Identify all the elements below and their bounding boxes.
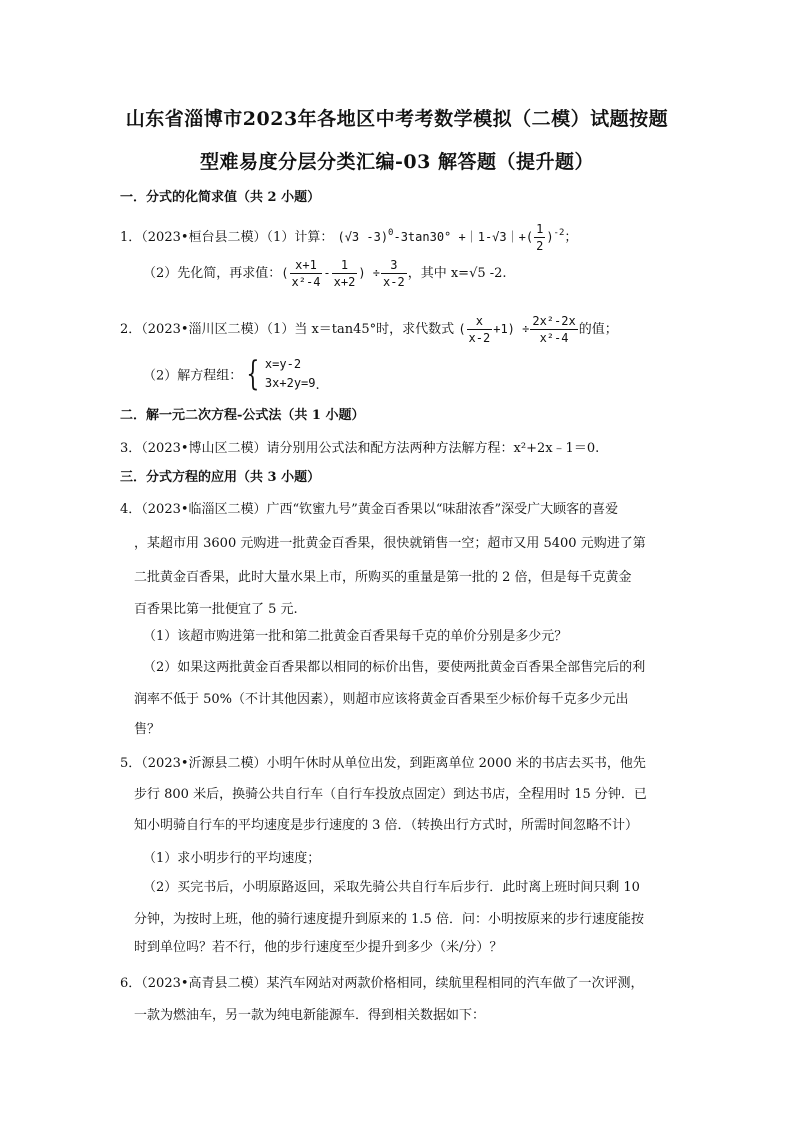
q2-part1: [120, 314, 618, 345]
q2-part1-label: （1）当 x＝tan45°时，求代数式: [266, 322, 455, 337]
doc-title-line1: 山东省淄博市2023年各地区中考考数学模拟（二模）试题按题: [125, 108, 669, 130]
q1-part1-exp0: 0: [388, 228, 394, 238]
q1-part2-f2-num: 1: [332, 258, 358, 274]
q1-part1-label: （1）计算：: [266, 230, 334, 245]
equation-system: [265, 355, 316, 393]
q2-part1-f2-num: 2x²-2x: [532, 314, 576, 328]
q4-line4: 百香果比第一批便宜了 5 元.: [134, 602, 298, 617]
q1-part2-frac3: [381, 258, 407, 289]
q5-sub1: （1）求小明步行的平均速度；: [143, 851, 321, 866]
q2-source: （2023•淄川区二模）: [141, 322, 267, 337]
q1-part2-f3-num: 3: [381, 258, 407, 274]
q5-sub2-line2: 分钟，为按时上班，他的骑行速度提升到原来的 1.5 倍．问：小明按原来的步行速度能按: [134, 912, 644, 927]
q4-line3: 二批黄金百香果，此时大量水果上市，所购买的重量是第一批的 2 倍，但是每千克黄金: [134, 570, 632, 585]
q1-part1-expr-b: -3tan30° +｜1-√3｜+(: [393, 230, 534, 244]
q2-eq1: x=y-2: [264, 357, 302, 371]
q4-sub2-line2: 润率不低于 50%（不计其他因素），则超市应该将黄金百香果至少标价每千克多少元出: [134, 692, 629, 707]
q1-part2-frac2: [332, 258, 358, 289]
q2-part2: [143, 355, 320, 393]
q1-part2-tail: ，其中 x=√5 -2.: [407, 266, 507, 281]
q1-number: 1．: [120, 230, 142, 245]
q1-part2-open: (: [281, 266, 289, 280]
q4-line1: 4．（2023•临淄区二模）广西“钦蜜九号”黄金百香果以“味甜浓香”深受广大顾客的喜爱: [120, 502, 619, 517]
q1-part1-frac-num: 1: [536, 222, 544, 236]
q1-part1: [120, 222, 577, 253]
q5-sub2-line3: 时到单位吗？若不行，他的步行速度至少提升到多少（米/分）？: [134, 940, 503, 955]
q4-line2: ，某超市用 3600 元购进一批黄金百香果，很快就销售一空；超市又用 5400 元购进了第: [134, 536, 646, 551]
q1-part2-label: （2）先化简，再求值：: [143, 266, 282, 281]
q1-part2-f2-den: x+2: [333, 275, 356, 289]
q1-part2-f1-den: x²-4: [291, 275, 321, 289]
q3-text: 3．（2023•博山区二模）请分别用公式法和配方法两种方法解方程：x²+2x﹣1＝0.: [120, 441, 600, 456]
q1-part2: [143, 258, 507, 289]
q6-line2: 一款为燃油车，另一款为纯电新能源车．得到相关数据如下：: [134, 1008, 486, 1023]
q1-part2-f3-den: x-2: [383, 275, 405, 289]
q5-sub2-line1: （2）买完书后，小明原路返回，采取先骑公共自行车后步行．此时离上班时间只剩 10: [143, 880, 640, 895]
section2-heading: 二．解一元二次方程-公式法（共 1 小题）: [120, 408, 365, 423]
q6-line1: 6．（2023•高青县二模）某汽车网站对两款价格相同，续航里程相同的汽车做了一次评测，: [120, 976, 644, 991]
q1-part1-end: ；: [564, 230, 578, 245]
q1-part2-f1-num: x+1: [290, 258, 323, 274]
q1-part1-close: ): [546, 230, 554, 244]
q1-part2-frac1: [290, 258, 323, 289]
q1-source: （2023•桓台县二模）: [141, 230, 267, 245]
q1-part2-div: ) ÷: [358, 266, 381, 280]
q1-part1-expr-a: (√3 -3): [337, 230, 389, 244]
q2-part1-tail: 的值；: [578, 322, 618, 337]
q2-part1-f1-num: x: [467, 314, 493, 330]
q5-line1: 5．（2023•沂源县二模）小明午休时从单位出发，到距离单位 2000 米的书店去买书，他先: [120, 756, 646, 771]
section3-heading: 三．分式方程的应用（共 3 小题）: [120, 470, 321, 485]
q1-part2-minus: -: [323, 266, 331, 280]
q1-part1-fraction: [534, 222, 545, 253]
q1-part1-frac-den: 2: [536, 239, 544, 253]
q4-sub2-line1: （2）如果这两批黄金百香果都以相同的标价出售，要使两批黄金百香果全部售完后的利: [143, 660, 646, 675]
q2-part1-f2-den: x²-4: [539, 331, 569, 345]
q2-part1-frac2: [530, 314, 577, 345]
q2-part1-open: (: [458, 322, 466, 336]
system-brace: {: [246, 354, 260, 394]
q4-sub2-line3: 售？: [134, 722, 161, 737]
q2-part1-frac1: [467, 314, 493, 345]
q1-part1-exp: -2: [553, 228, 565, 238]
section1-heading: 一．分式的化简求值（共 2 小题）: [120, 190, 321, 205]
q2-part2-label: （2）解方程组：: [143, 368, 243, 384]
q2-part1-mid: +1) ÷: [493, 322, 530, 336]
q5-line2: 步行 800 米后，换骑公共自行车（自行车投放点固定）到达书店，全程用时 15 分钟．已: [134, 787, 647, 802]
q2-part1-f1-den: x-2: [468, 331, 491, 345]
q5-line3: 知小明骑自行车的平均速度是步行速度的 3 倍．（转换出行方式时，所需时间忽略不计）: [134, 818, 639, 833]
q2-part2-tail: .: [315, 378, 320, 393]
q4-sub1: （1）该超市购进第一批和第二批黄金百香果每千克的单价分别是多少元？: [143, 629, 568, 644]
doc-title-line2: 型难易度分层分类汇编-03 解答题（提升题）: [200, 151, 594, 173]
q2-number: 2．: [120, 322, 142, 337]
q2-eq2: 3x+2y=9: [264, 376, 316, 390]
